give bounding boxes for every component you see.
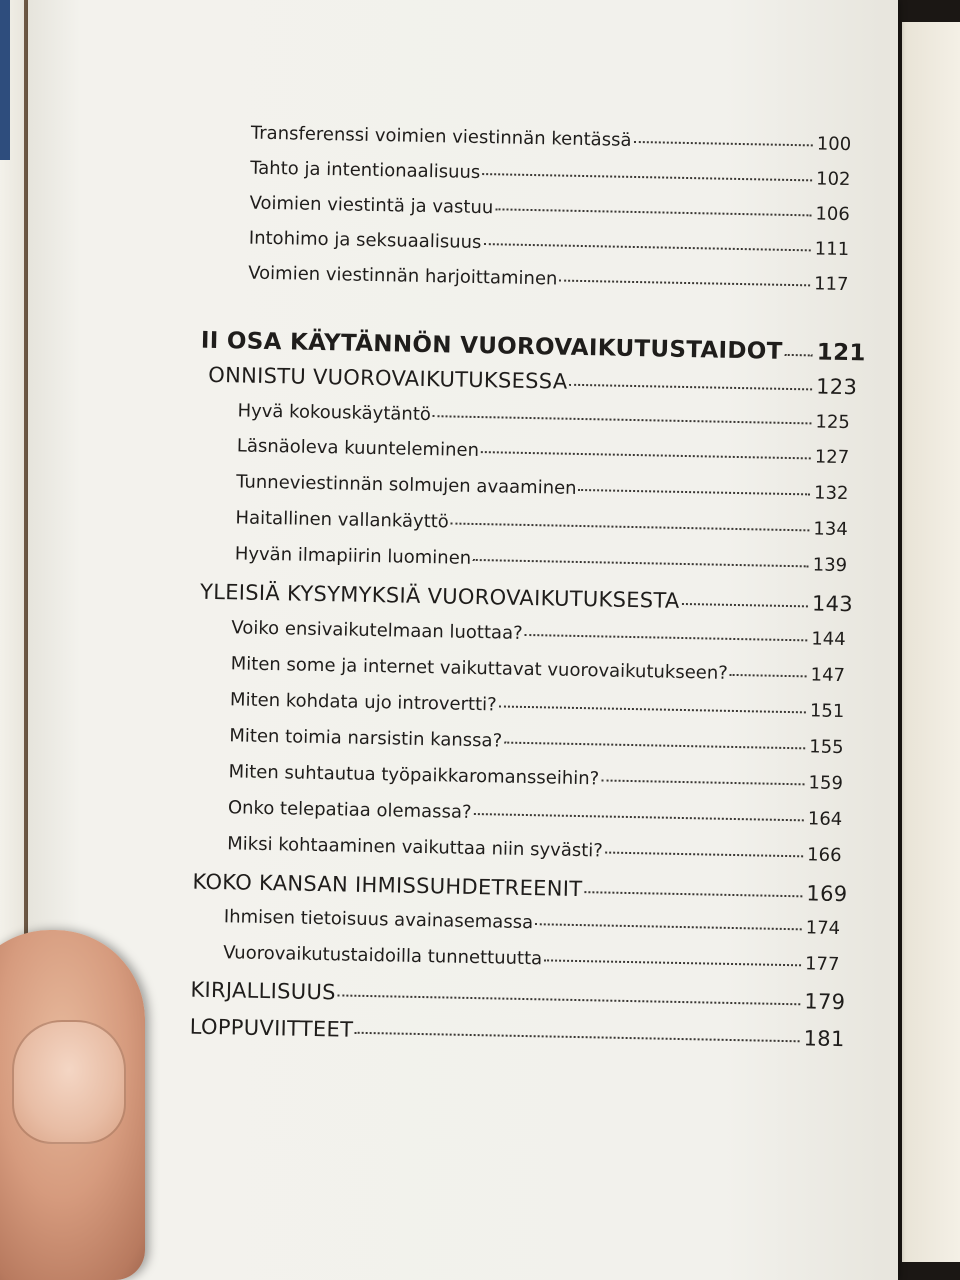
toc-entry-page: 106: [815, 203, 851, 226]
toc-entry-page: 100: [816, 133, 852, 156]
toc-entry[interactable]: [237, 435, 849, 468]
toc-entry[interactable]: [229, 725, 843, 758]
dot-leader: [433, 414, 812, 424]
dot-leader: [499, 704, 806, 713]
toc-entry[interactable]: [224, 906, 840, 939]
toc-entry-page: 159: [808, 772, 844, 795]
toc-entry[interactable]: [250, 158, 850, 191]
toc-entry-title: Hyvän ilmapiirin luominen: [234, 543, 472, 569]
dot-leader: [535, 922, 802, 930]
toc-entry-page: 134: [813, 518, 848, 541]
toc-entry[interactable]: [235, 543, 847, 576]
toc-entry[interactable]: [249, 193, 849, 226]
toc-entry-page: 147: [810, 664, 846, 687]
toc-entry[interactable]: [249, 228, 849, 261]
toc-entry-page: 125: [815, 411, 851, 434]
dot-leader: [355, 1031, 799, 1043]
toc-entry-title: Miksi kohtaaminen vaikuttaa niin syvästi?: [227, 833, 604, 862]
dot-leader: [483, 242, 810, 251]
toc-entry[interactable]: [223, 942, 839, 975]
toc-entry-title: Haitallinen vallankäyttö: [235, 507, 449, 533]
dot-leader: [601, 778, 804, 785]
toc-chapter-heading[interactable]: [208, 362, 858, 400]
toc-entry-page: 177: [804, 953, 840, 976]
dot-leader: [682, 602, 808, 607]
dot-leader: [451, 522, 810, 532]
dot-leader: [605, 851, 803, 858]
dot-leader: [482, 172, 812, 181]
toc-entry[interactable]: [228, 761, 842, 794]
toc-entry-title: II OSA KÄYTÄNNÖN VUOROVAIKUTUSTAIDOT: [200, 327, 783, 365]
toc-entry[interactable]: [230, 689, 844, 722]
toc-entry-page: 143: [811, 591, 854, 617]
toc-chapter-heading[interactable]: [192, 869, 848, 907]
toc-entry-page: 121: [816, 339, 866, 367]
toc-entry-page: 181: [803, 1026, 845, 1052]
toc-entry[interactable]: [236, 471, 848, 504]
toc-entry-title: Voimien viestintä ja vastuu: [249, 192, 494, 219]
toc-chapter-heading[interactable]: [190, 977, 846, 1015]
toc-entry-page: 155: [809, 736, 844, 759]
dot-leader: [633, 140, 812, 146]
toc-entry-page: 111: [814, 238, 850, 261]
toc-entry-title: Onko telepatiaa olemassa?: [227, 797, 472, 823]
dot-leader: [559, 279, 810, 287]
toc-entry-title: Transferenssi voimien viestinnän kentässä: [250, 122, 632, 151]
dot-leader: [525, 633, 808, 641]
toc-entry-page: 139: [812, 554, 848, 577]
toc-entry-title: Hyvä kokouskäytäntö: [237, 400, 432, 426]
toc-entry-title: LOPPUVIITTEET: [189, 1014, 354, 1042]
toc-entry-title: YLEISIÄ KYSYMYKSIÄ VUOROVAIKUTUKSESTA: [199, 579, 680, 613]
dot-leader: [785, 353, 813, 357]
dot-leader: [730, 673, 807, 677]
toc-entry[interactable]: [227, 833, 841, 866]
dot-leader: [473, 812, 803, 821]
toc-entry-page: 174: [805, 917, 841, 940]
toc-entry-page: 123: [815, 374, 858, 400]
dot-leader: [504, 741, 805, 750]
dot-leader: [338, 993, 801, 1005]
dot-leader: [544, 958, 801, 966]
toc-entry[interactable]: [248, 263, 848, 296]
toc-entry[interactable]: [251, 123, 851, 156]
toc-entry-title: KOKO KANSAN IHMISSUHDETREENIT: [192, 869, 583, 902]
toc-entry-title: Intohimo ja seksuaalisuus: [248, 227, 482, 254]
adjacent-book-right: [892, 0, 960, 1280]
thumbnail-nail: [12, 1020, 126, 1144]
toc-entry-page: 179: [804, 989, 846, 1015]
toc-part-heading[interactable]: [200, 327, 866, 367]
toc-entry-title: Voimien viestinnän harjoittaminen: [248, 262, 558, 290]
toc-entry-title: Tahto ja intentionaalisuus: [250, 157, 481, 184]
toc-entry-page: 151: [809, 700, 845, 723]
toc-entry-page: 164: [807, 808, 843, 831]
dot-leader: [569, 383, 812, 391]
toc-entry[interactable]: [231, 653, 845, 686]
toc-chapter-heading[interactable]: [189, 1014, 845, 1052]
toc-entry[interactable]: [228, 797, 842, 830]
toc-entry-title: Miten suhtautua työpaikkaromansseihin?: [228, 761, 600, 790]
toc-entry-page: 102: [815, 168, 851, 191]
table-of-contents: [40, 0, 898, 1052]
dot-leader: [481, 450, 811, 459]
toc-entry-page: 144: [811, 628, 846, 651]
toc-entry-title: Läsnäoleva kuunteleminen: [236, 435, 480, 462]
toc-entry[interactable]: [237, 400, 849, 433]
toc-entry-title: Tunneviestinnän solmujen avaaminen: [236, 471, 577, 499]
toc-entry-page: 127: [814, 446, 850, 469]
toc-entry-title: Voiko ensivaikutelmaan luottaa?: [231, 617, 523, 644]
toc-chapter-heading[interactable]: [199, 579, 854, 617]
toc-entry-title: Miten some ja internet vaikuttavat vuorovaikutukseen?: [230, 653, 728, 684]
book-page: [28, 0, 898, 1280]
dot-leader: [579, 488, 811, 495]
toc-entry-title: Ihmisen tietoisuus avainasemassa: [223, 906, 534, 934]
dot-leader: [473, 558, 809, 567]
toc-entry[interactable]: [235, 507, 847, 540]
toc-entry-page: 117: [813, 273, 849, 296]
toc-entry-page: 169: [806, 881, 848, 907]
dot-leader: [495, 207, 811, 216]
toc-entry-title: Miten kohdata ujo introvertti?: [229, 689, 497, 716]
page-content: [28, 0, 898, 1280]
toc-entry[interactable]: [231, 617, 845, 650]
toc-entry-page: 132: [813, 482, 849, 505]
toc-entry-title: ONNISTU VUOROVAIKUTUKSESSA: [208, 362, 568, 394]
toc-entry-title: Vuorovaikutustaidoilla tunnettuutta: [222, 942, 543, 970]
toc-entry-title: KIRJALLISUUS: [190, 977, 337, 1005]
toc-entry-page: 166: [806, 844, 842, 867]
dot-leader: [584, 890, 802, 897]
toc-entry-title: Miten toimia narsistin kanssa?: [229, 725, 503, 752]
